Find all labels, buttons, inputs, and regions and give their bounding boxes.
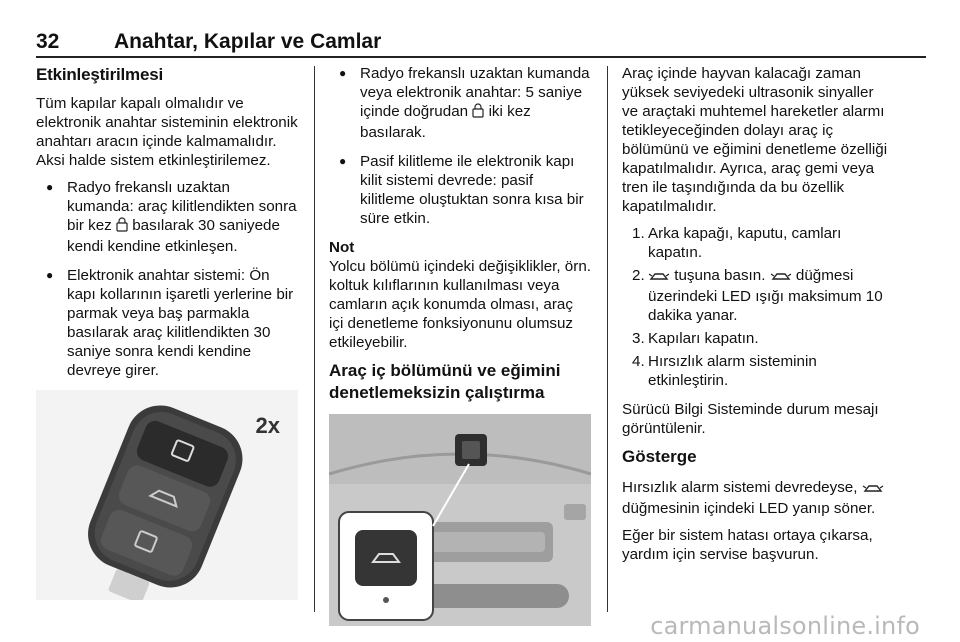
step-text: tuşuna basın. <box>674 267 766 284</box>
column-1 <box>36 64 298 600</box>
list-item <box>46 178 298 256</box>
indicator-text: düğmesinin içindeki LED yanıp söner. <box>622 500 876 517</box>
bullet-text: Elektronik anahtar sistemi: Ön kapı kollarının işaretli yerlerine bir parmak veya baş parmakla basılarak araç kilitlendikten 30 saniye sonra kendi kendine devreye girer. <box>67 267 294 379</box>
bullet-text: Radyo frekanslı uzaktan kumanda: araç kilitlendikten sonra bir kez <box>67 179 297 234</box>
step-text: Hırsızlık alarm sisteminin etkinleştirin. <box>648 353 817 389</box>
list-item <box>46 266 298 380</box>
car-interior-monitor-icon <box>862 480 884 499</box>
paragraph-intro: Araç içinde hayvan kalacağı zaman yüksek seviyedeki ultrasonik sinyaller ve araçtaki muhtemel hareketler alarmı tetikleyeceğinden dolayı araç iç bölümünü ve eğimini denetleme özelliği kapatılmalıdır. Ayrıca, araç gemi veya tren ile taşındığında da bu özellik kapatılmalıdır. <box>622 65 888 215</box>
subsection-title-indicator: Gösterge <box>622 447 697 466</box>
indicator-text: Hırsızlık alarm sistemi devredeyse, <box>622 479 858 496</box>
step-text: Kapıları kapatın. <box>648 330 759 347</box>
note-title: Not <box>329 239 355 256</box>
car-interior-monitor-icon <box>648 268 670 287</box>
car-interior-monitor-icon <box>770 268 792 287</box>
step-number: 1. <box>632 225 645 242</box>
page-header <box>36 30 926 54</box>
step-text: düğmesi üzerindeki LED ışığı maksimum 10 dakika yanar. <box>648 267 883 324</box>
column-divider-right <box>607 66 608 612</box>
page-title: Anahtar, Kapılar ve Camlar <box>114 30 382 53</box>
step-number: 4. <box>632 353 645 370</box>
column-divider-left <box>314 66 315 612</box>
bullet-list <box>339 64 591 228</box>
header-divider <box>36 56 926 58</box>
step-number: 2. <box>632 267 645 284</box>
list-item <box>632 266 892 325</box>
bullet-text: basılarak 30 saniyede kendi kendine etkinleşen. <box>67 217 280 255</box>
bullet-text: Radyo frekanslı uzaktan kumanda veya elektronik anahtar: 5 saniye içinde doğrudan <box>360 65 590 120</box>
lock-icon <box>116 217 128 237</box>
figure-label: 2x <box>255 413 280 438</box>
column-3 <box>622 64 892 572</box>
key-fob-illustration <box>36 390 298 600</box>
list-item <box>632 329 892 348</box>
bullet-text: Pasif kilitleme ile elektronik kapı kilit sistemi devrede: pasif kilitleme oluştuktan sonra kısa bir süre etkin. <box>360 153 584 227</box>
section-title-activation: Etkinleştirilmesi <box>36 65 163 84</box>
subsection-title: Araç iç bölümünü ve eğimini denetlemeksizin çalıştırma <box>329 361 561 402</box>
lock-icon <box>472 103 484 123</box>
paragraph-error: Eğer bir sistem hatası ortaya çıkarsa, yardım için servise başvurun. <box>622 527 873 563</box>
paragraph-intro: Tüm kapılar kapalı olmalıdır ve elektronik anahtar sisteminin elektronik anahtarı aracın içinde kalmamalıdır. Aksi halde sistem etkinleştirilemez. <box>36 95 298 169</box>
list-item <box>632 352 892 390</box>
bullet-list <box>46 178 298 380</box>
paragraph-status: Sürücü Bilgi Sisteminde durum mesajı görüntülenir. <box>622 401 879 437</box>
paragraph-indicator <box>622 478 892 518</box>
step-text: Arka kapağı, kaputu, camları kapatın. <box>648 225 842 261</box>
column-2 <box>329 64 591 626</box>
step-number: 3. <box>632 330 645 347</box>
note-text: Yolcu bölümü içindeki değişiklikler, örn. koltuk kılıflarının kullanılması veya camların açık konumda olması, araç içi denetleme fonksiyonunu olumsuz etkileyebilir. <box>329 258 591 351</box>
list-item <box>339 64 591 142</box>
page-number: 32 <box>36 30 60 53</box>
list-item <box>632 224 892 262</box>
watermark: carmanualsonline.info <box>650 612 920 640</box>
list-item <box>339 152 591 228</box>
step-list <box>632 224 892 390</box>
interior-monitor-button-illustration <box>329 414 591 626</box>
bullet-text: iki kez basılarak. <box>360 103 531 141</box>
